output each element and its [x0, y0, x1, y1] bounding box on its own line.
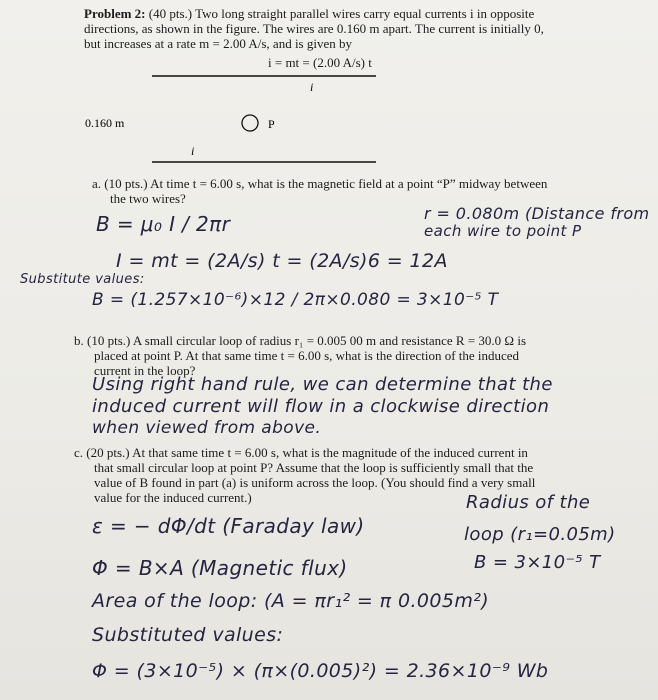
hand-radius-of-loop-1: Radius of the	[466, 492, 591, 513]
problem-text-1: (40 pts.) Two long straight parallel wires carry equal currents i in opposite	[148, 6, 535, 21]
part-a-line-1: a. (10 pts.) At time t = 6.00 s, what is the magnetic field at a point “P” midway between	[92, 176, 548, 191]
problem-line-3: but increases at a rate m = 2.00 A/s, and is given by	[84, 36, 352, 51]
point-p-label: P	[268, 117, 275, 131]
hand-flux-result: Φ = (3×10⁻⁵) × (π×(0.005)²) = 2.36×10⁻⁹ Wb	[92, 660, 549, 682]
problem-line-1	[84, 6, 534, 21]
part-a-line-2: the two wires?	[110, 191, 186, 206]
hand-direction-line-1: Using right hand rule, we can determine that the	[92, 374, 553, 395]
hand-b-value: B = (1.257×10⁻⁶)×12 / 2π×0.080 = 3×10⁻⁵ T	[92, 290, 499, 310]
hand-radius-line-2: each wire to point P	[424, 222, 582, 240]
hand-loop-area: Area of the loop: (A = πr₁² = π 0.005m²)	[92, 590, 490, 612]
part-c-line-3: value of B found in part (a) is uniform across the loop. (You should find a very small	[94, 475, 536, 490]
part-c-line-4: value for the induced current.)	[94, 490, 252, 505]
point-p-marker	[242, 115, 258, 131]
hand-current-calc: I = mt = (2A/s) t = (2A/s)6 = 12A	[116, 250, 448, 272]
problem-heading: Problem 2:	[84, 6, 146, 21]
two-wires-figure	[70, 70, 390, 166]
hand-radius-line-1: r = 0.080m (Distance from	[424, 204, 650, 223]
hand-substitute-label: Substitute values:	[20, 272, 145, 287]
bottom-current-label: i	[191, 144, 195, 158]
hand-direction-line-2: induced current will flow in a clockwise direction	[92, 396, 550, 417]
hand-substituted-values: Substituted values:	[92, 624, 284, 646]
current-equation: i = mt = (2.00 A/s) t	[268, 55, 372, 70]
part-c-line-2: that small circular loop at point P? Assume that the loop is sufficiently small that the	[94, 460, 534, 475]
part-b-line-3: current in the loop?	[94, 363, 196, 378]
hand-radius-of-loop-2: loop (r₁=0.05m)	[464, 524, 616, 545]
hand-direction-line-3: when viewed from above.	[92, 418, 322, 438]
top-current-label: i	[310, 80, 314, 94]
part-b-line-1: b. (10 pts.) A small circular loop of radius r₁ = 0.005 00 m and resistance R = 30.0 Ω is	[74, 333, 527, 348]
hand-b-formula: B = μ₀ I / 2πr	[96, 212, 231, 236]
part-c-line-1: c. (20 pts.) At that same time t = 6.00 s, what is the magnitude of the induced current in	[74, 445, 528, 460]
hand-b-given: B = 3×10⁻⁵ T	[474, 552, 601, 573]
part-b-line-2: placed at point P. At that same time t = 6.00 s, what is the direction of the induced	[94, 348, 520, 363]
problem-line-2: directions, as shown in the figure. The wires are 0.160 m apart. The current is initially 0,	[84, 21, 544, 36]
hand-magnetic-flux: Φ = B×A (Magnetic flux)	[92, 556, 348, 580]
hand-faraday-law: ε = − dΦ/dt (Faraday law)	[92, 514, 365, 538]
wire-distance-label: 0.160 m	[85, 116, 125, 130]
